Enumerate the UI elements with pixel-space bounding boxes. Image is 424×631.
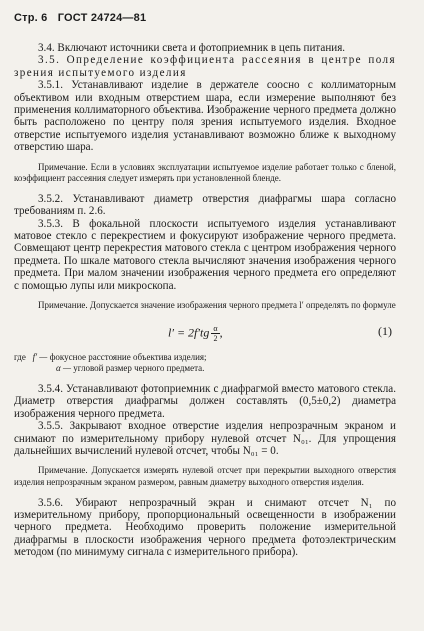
definition-f bbox=[14, 352, 396, 364]
formula-expression bbox=[168, 324, 223, 343]
formula-tail: , bbox=[219, 324, 223, 339]
def-alpha-text: угловой размер черного предмета. bbox=[73, 363, 205, 374]
paragraph-3-5-3: 3.5.3. В фокальной плоскости испытуемого изделия устанавливают матовое стекло с перекрестием и фокусируют изображение черного предмета. Совмещают центр перекрестия матового стекла с центром изображения черного предмета. По шкале матового стекла вычисляют значения изображения черного предмета. При малом значении изображения черного предмета его определяют с помощью лупы или микроскопа. bbox=[14, 217, 396, 292]
formula-lhs: l′ = 2f′tg bbox=[168, 324, 210, 339]
formula-definitions bbox=[14, 352, 396, 375]
note-zero-reading: Примечание. Допускается измерять нулевой отсчет при перекрытии выходного отверстия изделия непрозрачным экраном размером, равным диаметру выходного отверстия изделия. bbox=[14, 465, 396, 487]
formula-fraction bbox=[211, 324, 219, 343]
paragraph-3-4: 3.4. Включают источники света и фотоприемник в цепь питания. bbox=[38, 42, 346, 54]
def-f-symbol: f′ — bbox=[32, 351, 48, 362]
standard-code: ГОСТ 24724—81 bbox=[57, 12, 147, 24]
where-word: где bbox=[14, 351, 26, 362]
paragraph-3-5-6: 3.5.6. Убирают непрозрачный экран и снимают отсчет N₁ по измерительному прибору, пропорциональный освещенности в изображении черного предмета. Необходимо проверить положение измерительной диафрагмы в плоскости изображения черного предмета фотоэлектрическим методом (по минимуму сигнала с измерительного прибора). bbox=[14, 496, 396, 559]
note-formula: Примечание. Допускается значение изображения черного предмета l′ определять по формуле bbox=[38, 300, 396, 311]
section-heading-3-5: 3.5. Определение коэффициента рассеяния в центре поля зрения испытуемого изделия bbox=[14, 54, 396, 79]
page-number: Стр. 6 bbox=[14, 12, 48, 24]
paragraph-3-5-4: 3.5.4. Устанавливают фотоприемник с диафрагмой вместо матового стекла. Диаметр отверстия диафрагмы должен составлять (0,5±0,2) диаметра изображения черного предмета. bbox=[14, 382, 396, 420]
note-blende: Примечание. Если в условиях эксплуатации испытуемое изделие работает только с бленой, коэффициент рассеяния следует измерять при установленной бленде. bbox=[14, 161, 396, 184]
def-f-text: фокусное расстояние объектива изделия; bbox=[49, 351, 207, 362]
fraction-numerator: α bbox=[213, 323, 218, 333]
paragraph-3-5-1: 3.5.1. Устанавливают изделие в держателе соосно с коллиматорным объективом или входным отверстием шара, если измерение выполняют без применения коллиматорного объектива. Изображение черного предмета должно быть расположено по центру поля зрения испытуемого изделия. Входное отверстие испытуемого изделия устанавливают возможно ближе к выходному отверстию шара. bbox=[14, 79, 396, 154]
paragraph-3-5-2: 3.5.2. Устанавливают диаметр отверстия диафрагмы шара согласно требованиям п. 2.6. bbox=[14, 192, 396, 218]
fraction-denominator: 2 bbox=[213, 333, 218, 343]
def-alpha-symbol: α — bbox=[56, 363, 71, 374]
page-header bbox=[14, 12, 153, 24]
definition-alpha bbox=[14, 363, 396, 375]
paragraph-3-5-5: 3.5.5. Закрывают входное отверстие изделия непрозрачным экраном и снимают по измерительному прибору нулевой отсчет N₀₁. Для упрощения дальнейших вычислений нулевой отсчет, чтобы N₀₁ = 0. bbox=[14, 420, 396, 457]
page-body bbox=[14, 42, 396, 559]
formula-number: (1) bbox=[378, 323, 392, 338]
formula-1 bbox=[14, 316, 396, 350]
